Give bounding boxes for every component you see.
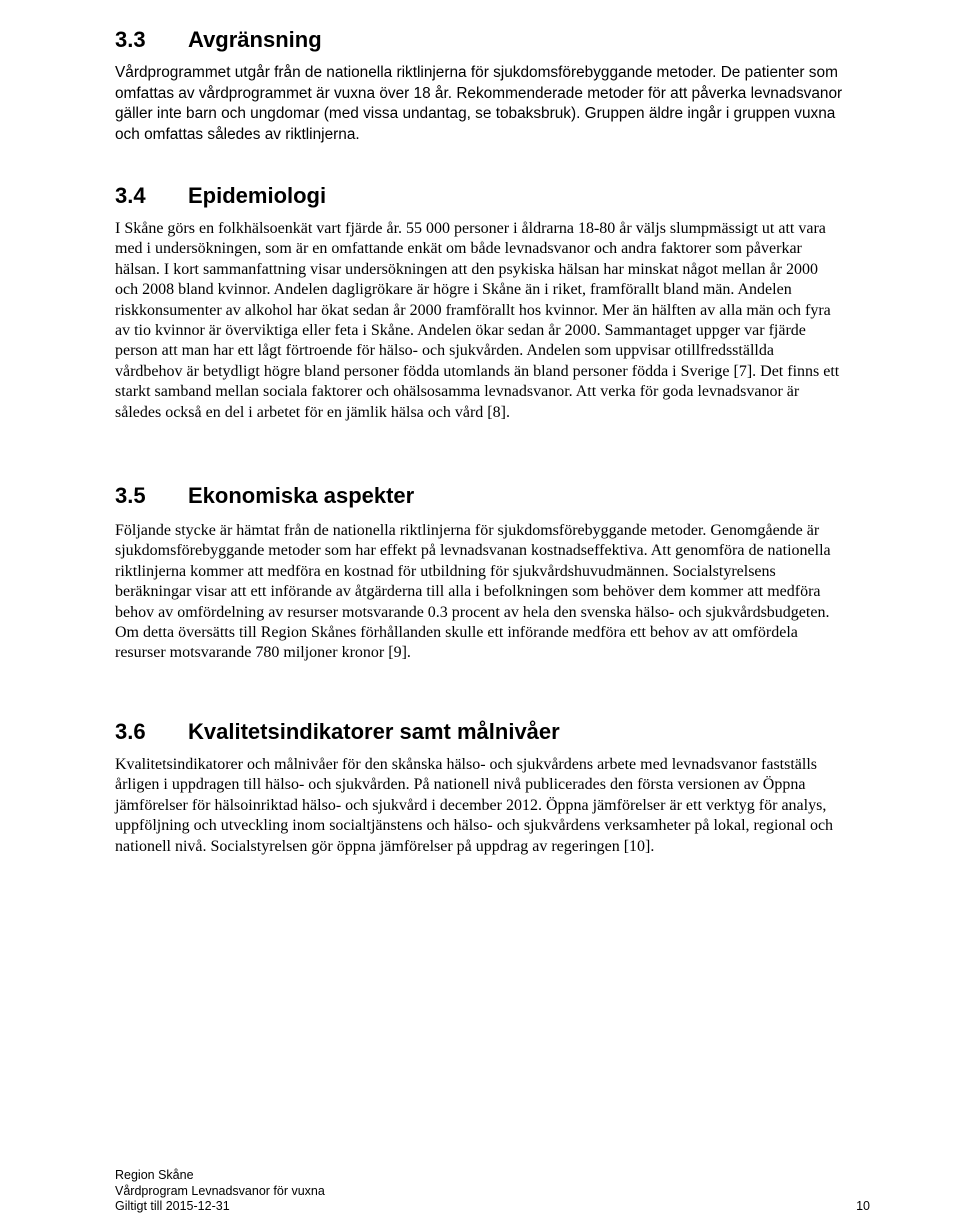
section-paragraph: Kvalitetsindikatorer och målnivåer för den skånska hälso- och sjukvårdens arbete med levnadsvanor fastställs årligen i uppdragen till hälso- och sjukvården. På nationell nivå publicerades den första versionen av Öppna jämförelser för hälsoinriktad hälso- och sjukvård i december 2012. Öppna jämförelser är ett verktyg för analys, uppföljning och utveckling inom socialtjänstens och hälso- och sjukvårdens verksamheter på lokal, regional och nationell nivå. Socialstyrelsen gör öppna jämförelser på uppdrag av regeringen [10]. (115, 756, 834, 855)
section-3-5 (115, 483, 845, 664)
section-number: 3.5 (115, 483, 146, 508)
section-paragraph: Följande stycke är hämtat från de nationella riktlinjerna för sjukdomsförebyggande metoder. Genomgående är sjukdomsförebyggande metoder som har effekt på levnadsvanan kostnadseffektiva. Att genomföra de nationella riktlinjerna kommer att medföra en kostnad för utbildning för sjukvårdshuvudmännen. Socialstyrelsens beräkningar visar att ett införande av åtgärderna till alla i befolkningen som behöver dem kommer att medföra behov av omfördelning av resurser motsvarande 0.3 procent av hela den svenska hälso- och sjukvårdsbudgeten. Om detta översätts till Region Skånes förhållanden skulle ett införande medföra ett behov av att omfördela resurser motsvarande 780 miljoner kronor [9]. (115, 522, 831, 662)
section-3-6 (115, 719, 845, 857)
footer-document-title: Vårdprogram Levnadsvanor för vuxna (115, 1183, 325, 1198)
section-title: Kvalitetsindikatorer samt målnivåer (188, 719, 560, 744)
footer-organization: Region Skåne (115, 1168, 194, 1182)
page-footer (115, 1168, 870, 1215)
section-heading (115, 483, 845, 509)
section-number: 3.6 (115, 719, 146, 744)
section-number: 3.3 (115, 27, 146, 52)
section-paragraph: I Skåne görs en folkhälsoenkät vart fjärde år. 55 000 personer i åldrarna 18-80 år väljs slumpmässigt ut att vara med i undersökningen, som är en omfattande enkät om både levnadsvanor och andra faktorer som påverkar hälsan. I kort sammanfattning visar undersökningen att den psykiska hälsan har minskat något mellan år 2000 och 2008 bland kvinnor. Andelen dagligrökare är högre i Skåne än i riket, framförallt bland män. Andelen riskkonsumenter av alkohol har ökat sedan år 2000 framförallt hos kvinnor. Mer än hälften av alla män och fyra av tio kvinnor är överviktiga eller feta i Skåne. Andelen ökar sedan år 2000. Sammantaget uppger var fjärde person att man har ett lågt förtroende för hälso- och sjukvården. Andelen som uppvisar otillfredsställda vårdbehov är betydligt högre bland personer födda utomlands än bland personer födda i Sverige [7]. Det finns ett starkt samband mellan sociala faktorer och ohälsosamma levnadsvanor. Att verka för goda levnadsvanor är således också en del i arbetet för en jämlik hälsa och vård [8]. (115, 220, 840, 421)
section-title: Avgränsning (188, 27, 322, 52)
section-3-4 (115, 183, 845, 423)
section-title: Ekonomiska aspekter (188, 483, 415, 508)
section-3-3 (115, 27, 845, 145)
section-heading (115, 719, 845, 745)
section-title: Epidemiologi (188, 183, 327, 208)
section-heading (115, 27, 845, 53)
footer-validity: Giltigt till 2015-12-31 (115, 1199, 230, 1213)
section-number: 3.4 (115, 183, 146, 208)
section-paragraph: Vårdprogrammet utgår från de nationella riktlinjerna för sjukdomsförebyggande metoder. De patienter som omfattas av vårdprogrammet är vuxna över 18 år. Rekommenderade metoder för att påverka levnadsvanor gäller inte barn och ungdomar (med vissa undantag, se tobaksbruk). Gruppen äldre ingår i gruppen vuxna och omfattas således av riktlinjerna. (115, 64, 843, 143)
page-number: 10 (856, 1199, 870, 1213)
section-heading (115, 183, 845, 209)
